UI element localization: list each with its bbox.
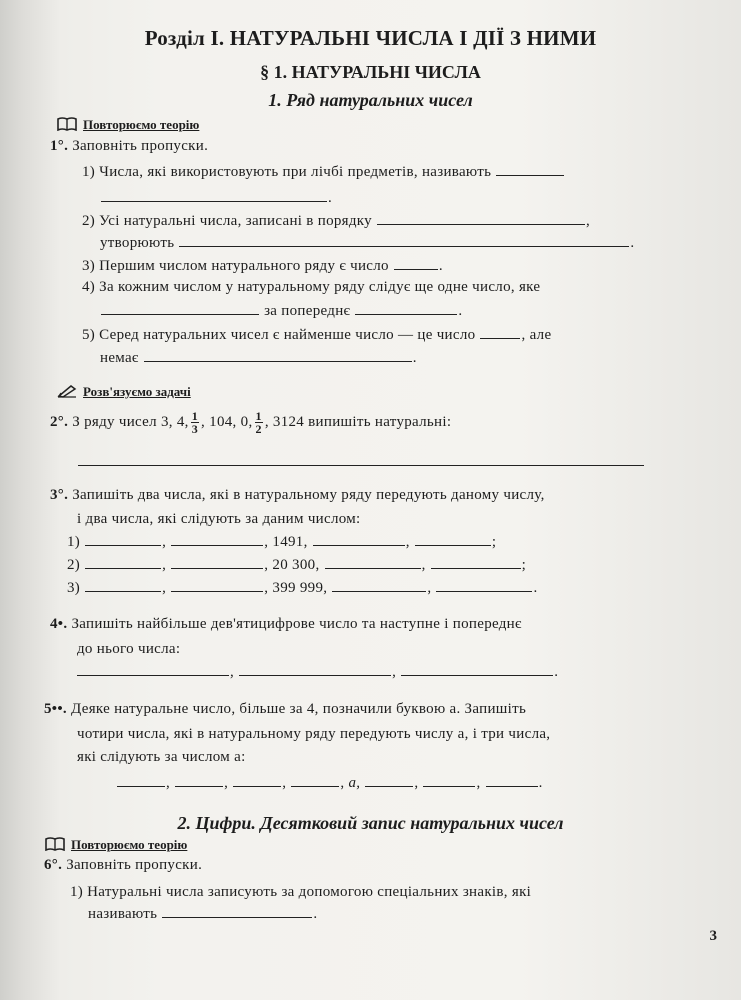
section-title: § 1. НАТУРАЛЬНІ ЧИСЛА [260, 62, 481, 82]
task-4-answers: , , . [76, 664, 558, 681]
task-number: 4•. [50, 616, 68, 632]
task-6-line-1: 1) Натуральні числа записують за допомогою спеціальних знаків, які [70, 884, 532, 900]
task-1-item-1-cont: . [100, 190, 332, 207]
answer-blank[interactable] [162, 917, 312, 918]
answer-blank[interactable] [144, 361, 412, 362]
answer-blank[interactable] [496, 175, 564, 176]
fraction-denominator: 3 [191, 422, 199, 437]
task-5-line-1 [44, 701, 526, 718]
answer-line[interactable] [78, 465, 644, 466]
answer-blank[interactable] [171, 545, 263, 546]
task-number: 5••. [44, 701, 67, 717]
task-text: Заповніть пропуски. [72, 138, 209, 154]
task-1-item-2-cont: утворюють . [100, 235, 635, 251]
item-text: 1) Числа, які використовують при лічбі предметів, називають [82, 164, 492, 180]
answer-blank[interactable] [486, 786, 538, 787]
given-number: 20 300, [272, 557, 320, 573]
item-text: 4) За кожним числом у натуральному ряду слідує ще одне число, яке [82, 279, 541, 295]
task-3-row-2: 2) , , 20 300, , ; [67, 557, 527, 573]
answer-blank[interactable] [179, 246, 629, 247]
task-text: Заповніть пропуски. [66, 857, 203, 873]
answer-blank[interactable] [480, 338, 520, 339]
task-6-line-2: називають . [88, 906, 318, 922]
task-3-row-1: 1) , , 1491, , ; [67, 534, 497, 550]
theory-label: Повторюємо теорію [71, 837, 188, 852]
answer-blank[interactable] [77, 675, 229, 676]
answer-blank[interactable] [431, 568, 521, 569]
answer-blank[interactable] [233, 786, 281, 787]
answer-blank[interactable] [415, 545, 491, 546]
task-text: , 3124 випишіть натуральні: [264, 414, 452, 430]
row-label: 3) [67, 580, 81, 596]
task-4-line-1 [50, 616, 522, 633]
answer-blank[interactable] [239, 675, 391, 676]
task-5-answers: , , , , a, , , . [116, 775, 543, 792]
fraction-one-half [255, 410, 263, 435]
theory-heading-2 [45, 837, 187, 855]
answer-blank[interactable] [117, 786, 165, 787]
task-1-item-4-cont: за попереднє . [100, 303, 462, 320]
task-1-prompt [50, 138, 208, 155]
practice-heading [57, 384, 191, 402]
item-text: за попереднє [264, 303, 351, 319]
task-number: 3°. [50, 487, 69, 503]
task-4-line-2: до нього числа: [77, 641, 181, 657]
task-1-item-3: 3) Першим числом натурального ряду є число . [82, 258, 443, 274]
answer-blank[interactable] [313, 545, 405, 546]
practice-label: Розв'язуємо задачі [83, 384, 191, 399]
task-number: 6°. [44, 857, 63, 873]
answer-blank[interactable] [436, 591, 532, 592]
row-label: 1) [67, 534, 81, 550]
task-5-line-2: чотири числа, які в натуральному ряду передують числу a, і три числа, [77, 726, 551, 742]
answer-blank[interactable] [423, 786, 475, 787]
answer-blank[interactable] [377, 224, 585, 225]
answer-blank[interactable] [85, 545, 161, 546]
row-label: 2) [67, 557, 81, 573]
item-text: 2) Усі натуральні числа, записані в порядку [82, 213, 372, 229]
task-3-row-3: 3) , , 399 999, , . [67, 580, 538, 596]
task-1-item-4 [82, 279, 540, 296]
item-text: 5) Серед натуральних чисел є найменше число — це число [82, 327, 476, 343]
task-3-line-1 [50, 487, 545, 504]
task-text: Запишіть найбільше дев'ятицифрове число та наступне і попереднє [71, 616, 522, 632]
task-text: Запишіть два числа, які в натуральному ряду передують даному числу, [72, 487, 545, 503]
theory-heading [57, 117, 199, 135]
task-2 [50, 406, 451, 438]
task-5-line-3: які слідують за числом a: [77, 749, 246, 765]
given-number: 399 999, [272, 580, 328, 596]
item-text: 3) Першим числом натурального ряду є число [82, 258, 389, 274]
topic-2-title: 2. Цифри. Десятковий запис натуральних чисел [177, 813, 564, 833]
item-text: утворюють [100, 235, 175, 251]
theory-label: Повторюємо теорію [83, 117, 200, 132]
fraction-numerator: 1 [255, 409, 262, 424]
task-6-prompt [44, 857, 202, 874]
answer-blank[interactable] [175, 786, 223, 787]
book-icon [57, 117, 77, 135]
variable-a: a, [348, 775, 361, 791]
task-1-item-2: 2) Усі натуральні числа, записані в порядку , [82, 213, 591, 229]
task-1-item-5 [82, 327, 551, 344]
task-number: 1°. [50, 138, 69, 154]
answer-blank[interactable] [171, 568, 263, 569]
fraction-numerator: 1 [191, 409, 199, 424]
answer-blank[interactable] [101, 314, 259, 315]
item-text: , але [521, 327, 552, 343]
page-number: 3 [709, 928, 717, 944]
task-text: називають [88, 906, 158, 922]
fraction-one-third [191, 410, 199, 435]
task-text: Деяке натуральне число, більше за 4, позначили буквою a. Запишіть [71, 701, 527, 717]
task-1-item-1 [82, 164, 565, 181]
task-3-line-2: і два числа, які слідують за даним числом: [77, 511, 361, 527]
task-text: З ряду чисел 3, 4, [72, 414, 189, 430]
chapter-title: Розділ І. НАТУРАЛЬНІ ЧИСЛА І ДІЇ З НИМИ [144, 26, 597, 50]
answer-blank[interactable] [325, 568, 421, 569]
answer-blank[interactable] [85, 591, 161, 592]
topic-title: 1. Ряд натуральних чисел [268, 90, 473, 110]
task-text: , 104, 0, [201, 414, 253, 430]
book-icon [45, 837, 65, 855]
task-1-item-5-cont: немає . [100, 350, 417, 366]
task-number: 2°. [50, 414, 69, 430]
answer-blank[interactable] [401, 675, 553, 676]
pencil-icon [57, 384, 77, 402]
answer-blank[interactable] [355, 314, 457, 315]
answer-blank[interactable] [332, 591, 426, 592]
fraction-denominator: 2 [255, 422, 262, 437]
answer-blank[interactable] [365, 786, 413, 787]
item-text: немає [100, 350, 139, 366]
answer-blank[interactable] [291, 786, 339, 787]
answer-blank[interactable] [85, 568, 161, 569]
answer-blank[interactable] [171, 591, 263, 592]
given-number: 1491, [272, 534, 308, 550]
answer-blank[interactable] [101, 201, 327, 202]
answer-blank[interactable] [394, 269, 438, 270]
